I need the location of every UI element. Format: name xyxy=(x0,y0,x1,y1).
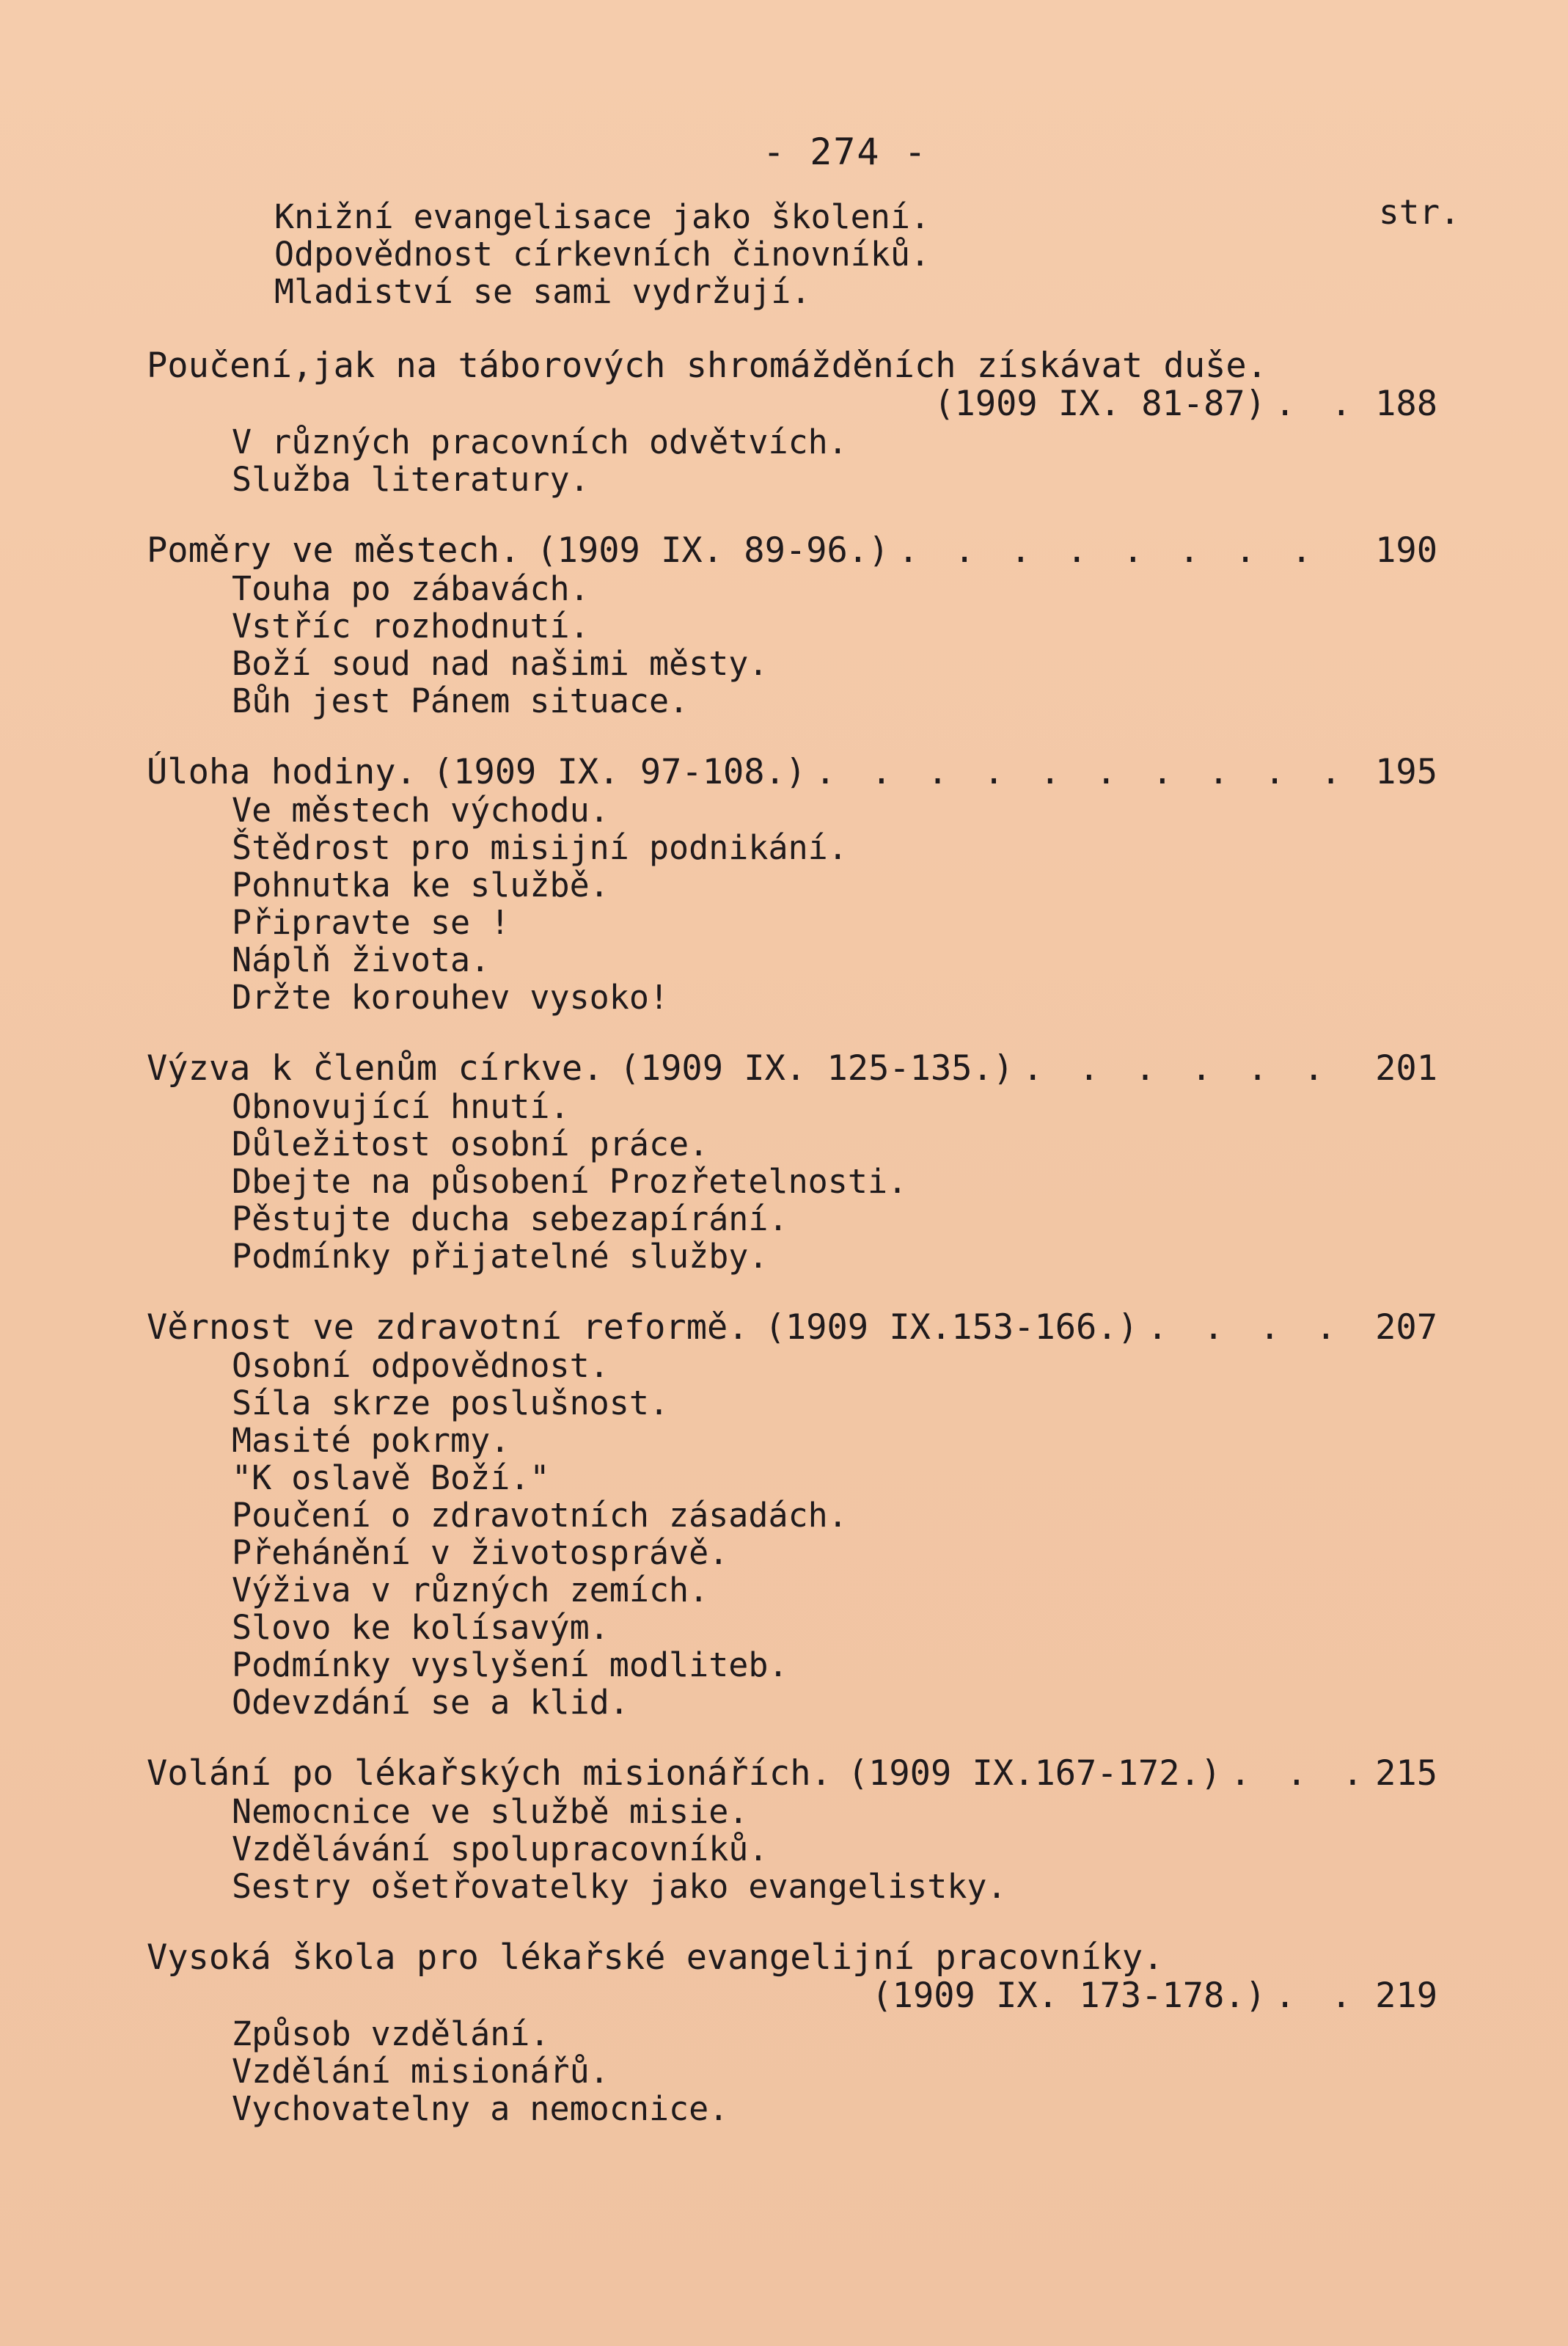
toc-entry xyxy=(147,532,1437,720)
entry-heading xyxy=(147,1309,1437,1347)
topic-item: Vychovatelny a nemocnice. xyxy=(232,2089,729,2128)
topic-item: Poučení o zdravotních zásadách. xyxy=(232,1496,848,1535)
topic-item: Slovo ke kolísavým. xyxy=(232,1608,609,1647)
dot-leader xyxy=(898,532,1355,570)
entry-source: (1909 IX. 89-96.) xyxy=(536,530,890,571)
topic-item: Odpovědnost církevních činovníků. xyxy=(274,235,931,274)
entry-page-number: 190 xyxy=(1375,530,1437,571)
dot-leader xyxy=(1275,385,1355,423)
toc-entry xyxy=(147,1755,1437,1905)
topic-list xyxy=(147,570,1437,720)
topic-item: Touha po zábavách. xyxy=(232,569,590,608)
entry-heading xyxy=(147,1939,1437,1977)
entry-heading xyxy=(147,1050,1437,1088)
entry-title: Věrnost ve zdravotní reformě. xyxy=(147,1307,749,1348)
entry-page-number: 201 xyxy=(1375,1048,1437,1089)
entry-title: Volání po lékařských misionářích. xyxy=(147,1753,832,1794)
entry-source: (1909 IX. 125-135.) xyxy=(619,1048,1014,1089)
topic-item: Osobní odpovědnost. xyxy=(232,1346,609,1385)
entry-heading xyxy=(147,1755,1437,1793)
topic-item: Pohnutka ke službě. xyxy=(232,866,609,905)
entry-title: Vysoká škola pro lékařské evangelijní pracovníky. xyxy=(147,1937,1164,1978)
entry-title: Poměry ve městech. xyxy=(147,530,521,571)
entry-page-number: 195 xyxy=(1375,752,1437,792)
topic-item: Masité pokrmy. xyxy=(232,1421,510,1460)
topic-item: Síla skrze poslušnost. xyxy=(232,1384,670,1422)
topic-item: Vzdělávání spolupracovníků. xyxy=(232,1830,769,1868)
topic-item: Služba literatury. xyxy=(232,460,590,499)
entry-heading xyxy=(147,532,1437,570)
topic-list xyxy=(147,792,1437,1016)
intro-topic-list xyxy=(147,198,1437,310)
topic-item: Připravte se ! xyxy=(232,903,510,942)
topic-item: Štědrost pro misijní podnikání. xyxy=(232,828,848,867)
entry-page-number: 215 xyxy=(1375,1753,1437,1794)
topic-item: Vstříc rozhodnutí. xyxy=(232,607,590,646)
topic-item: Způsob vzdělání. xyxy=(232,2014,550,2053)
topic-list xyxy=(147,1347,1437,1721)
entry-title: Úloha hodiny. xyxy=(147,752,417,792)
topic-item: "K oslavě Boží." xyxy=(232,1458,550,1497)
page-column-header: str. xyxy=(1379,192,1460,232)
topic-item: Důležitost osobní práce. xyxy=(232,1125,709,1163)
entry-title: Poučení,jak na táborových shromážděních získávat duše. xyxy=(147,346,1268,386)
topic-item: Podmínky vyslyšení modliteb. xyxy=(232,1645,788,1684)
topic-list xyxy=(147,1793,1437,1905)
topic-item: V různých pracovních odvětvích. xyxy=(232,423,848,461)
entry-heading xyxy=(147,753,1437,792)
entry-source: (1909 IX. 97-108.) xyxy=(432,752,807,792)
topic-item: Nemocnice ve službě misie. xyxy=(232,1792,749,1831)
topic-list xyxy=(147,1088,1437,1275)
entry-source: (1909 IX.153-166.) xyxy=(764,1307,1138,1348)
topic-item: Podmínky přijatelné služby. xyxy=(232,1237,769,1276)
entry-title: Výzva k členům církve. xyxy=(147,1048,604,1089)
entry-page-number: 188 xyxy=(1375,384,1437,424)
topic-list xyxy=(147,423,1437,498)
dot-leader xyxy=(1022,1050,1355,1088)
topic-item: Sestry ošetřovatelky jako evangelistky. xyxy=(232,1867,1007,1906)
entry-source: (1909 IX. 173-178.) xyxy=(871,1976,1266,2016)
topic-item: Výživa v různých zemích. xyxy=(232,1571,709,1609)
dot-leader xyxy=(1147,1309,1355,1347)
entry-source-line xyxy=(147,385,1437,423)
topic-item: Vzdělání misionářů. xyxy=(232,2052,609,2091)
entry-source-line xyxy=(147,1977,1437,2015)
topic-item: Dbejte na působení Prozřetelnosti. xyxy=(232,1162,908,1201)
table-of-contents xyxy=(147,198,1437,2161)
toc-entry xyxy=(147,1050,1437,1275)
dot-leader xyxy=(815,753,1355,792)
topic-item: Přehánění v životosprávě. xyxy=(232,1533,729,1572)
dot-leader xyxy=(1275,1977,1355,2015)
page-number: - 274 - xyxy=(763,131,928,173)
toc-entry xyxy=(147,753,1437,1016)
topic-item: Náplň života. xyxy=(232,940,491,979)
topic-item: Bůh jest Pánem situace. xyxy=(232,681,689,720)
topic-item: Držte korouhev vysoko! xyxy=(232,978,670,1017)
toc-entry xyxy=(147,347,1437,498)
entry-page-number: 207 xyxy=(1375,1307,1437,1348)
topic-item: Mladiství se sami vydržují. xyxy=(274,272,811,311)
entry-heading xyxy=(147,347,1437,385)
topic-list xyxy=(147,2015,1437,2127)
topic-item: Odevzdání se a klid. xyxy=(232,1683,629,1722)
topic-item: Boží soud nad našimi městy. xyxy=(232,644,769,683)
topic-item: Ve městech východu. xyxy=(232,791,609,830)
dot-leader xyxy=(1230,1755,1355,1793)
toc-entry xyxy=(147,1939,1437,2127)
toc-entry xyxy=(147,1309,1437,1721)
entry-source: (1909 IX.167-172.) xyxy=(847,1753,1222,1794)
topic-item: Obnovující hnutí. xyxy=(232,1087,570,1126)
entry-page-number: 219 xyxy=(1375,1976,1437,2016)
topic-item: Pěstujte ducha sebezapírání. xyxy=(232,1199,788,1238)
entry-source: (1909 IX. 81-87) xyxy=(934,384,1266,424)
topic-item: Knižní evangelisace jako školení. xyxy=(274,197,931,236)
